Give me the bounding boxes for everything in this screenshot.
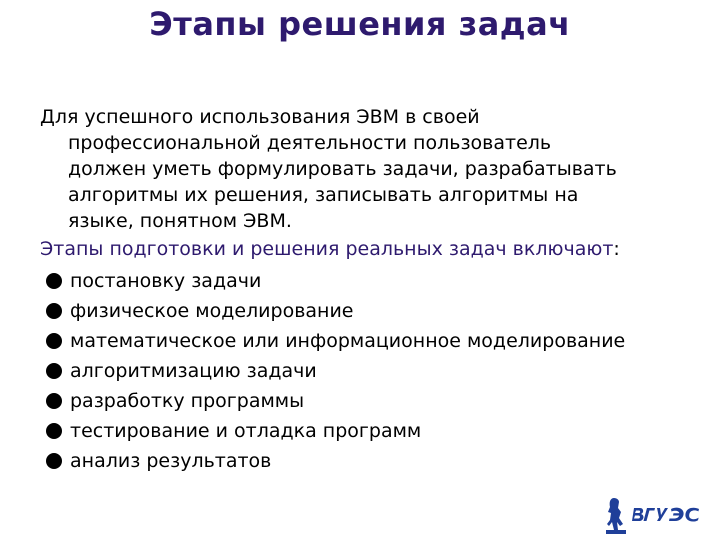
bullet-dot-icon <box>46 273 62 289</box>
bullet-dot-icon <box>46 303 62 319</box>
stages-heading <box>40 236 620 262</box>
list-item <box>46 296 625 326</box>
stages-list <box>46 266 625 476</box>
list-item <box>46 326 625 356</box>
list-item-label: алгоритмизацию задачи <box>70 360 317 382</box>
bullet-dot-icon <box>46 363 62 379</box>
list-item-label: тестирование и отладка программ <box>70 420 422 442</box>
list-item-label: постановку задачи <box>70 270 262 292</box>
intro-line: Для успешного использования ЭВМ в своей <box>40 106 480 128</box>
intro-line: должен уметь формулировать задачи, разрабатывать <box>68 158 617 180</box>
list-item <box>46 386 625 416</box>
list-item-label: математическое или информационное моделирование <box>70 330 626 352</box>
intro-line: языке, понятном ЭВМ. <box>68 210 292 232</box>
bullet-dot-icon <box>46 333 62 349</box>
list-item <box>46 416 625 446</box>
bullet-dot-icon <box>46 393 62 409</box>
intro-paragraph <box>40 104 700 234</box>
bullet-dot-icon <box>46 423 62 439</box>
university-logo-icon <box>604 494 716 536</box>
list-item <box>46 446 625 476</box>
stages-heading-colon: : <box>613 238 620 260</box>
list-item <box>46 266 625 296</box>
intro-line: профессиональной деятельности пользователь <box>68 132 552 154</box>
list-item-label: анализ результатов <box>70 450 272 472</box>
intro-line: алгоритмы их решения, записывать алгоритмы на <box>68 184 579 206</box>
list-item-label: разработку программы <box>70 390 305 412</box>
stages-heading-text: Этапы подготовки и решения реальных задач включают <box>40 238 614 260</box>
list-item <box>46 356 625 386</box>
list-item-label: физическое моделирование <box>70 300 354 322</box>
bullet-dot-icon <box>46 453 62 469</box>
slide-title: Этапы решения задач <box>149 5 571 43</box>
